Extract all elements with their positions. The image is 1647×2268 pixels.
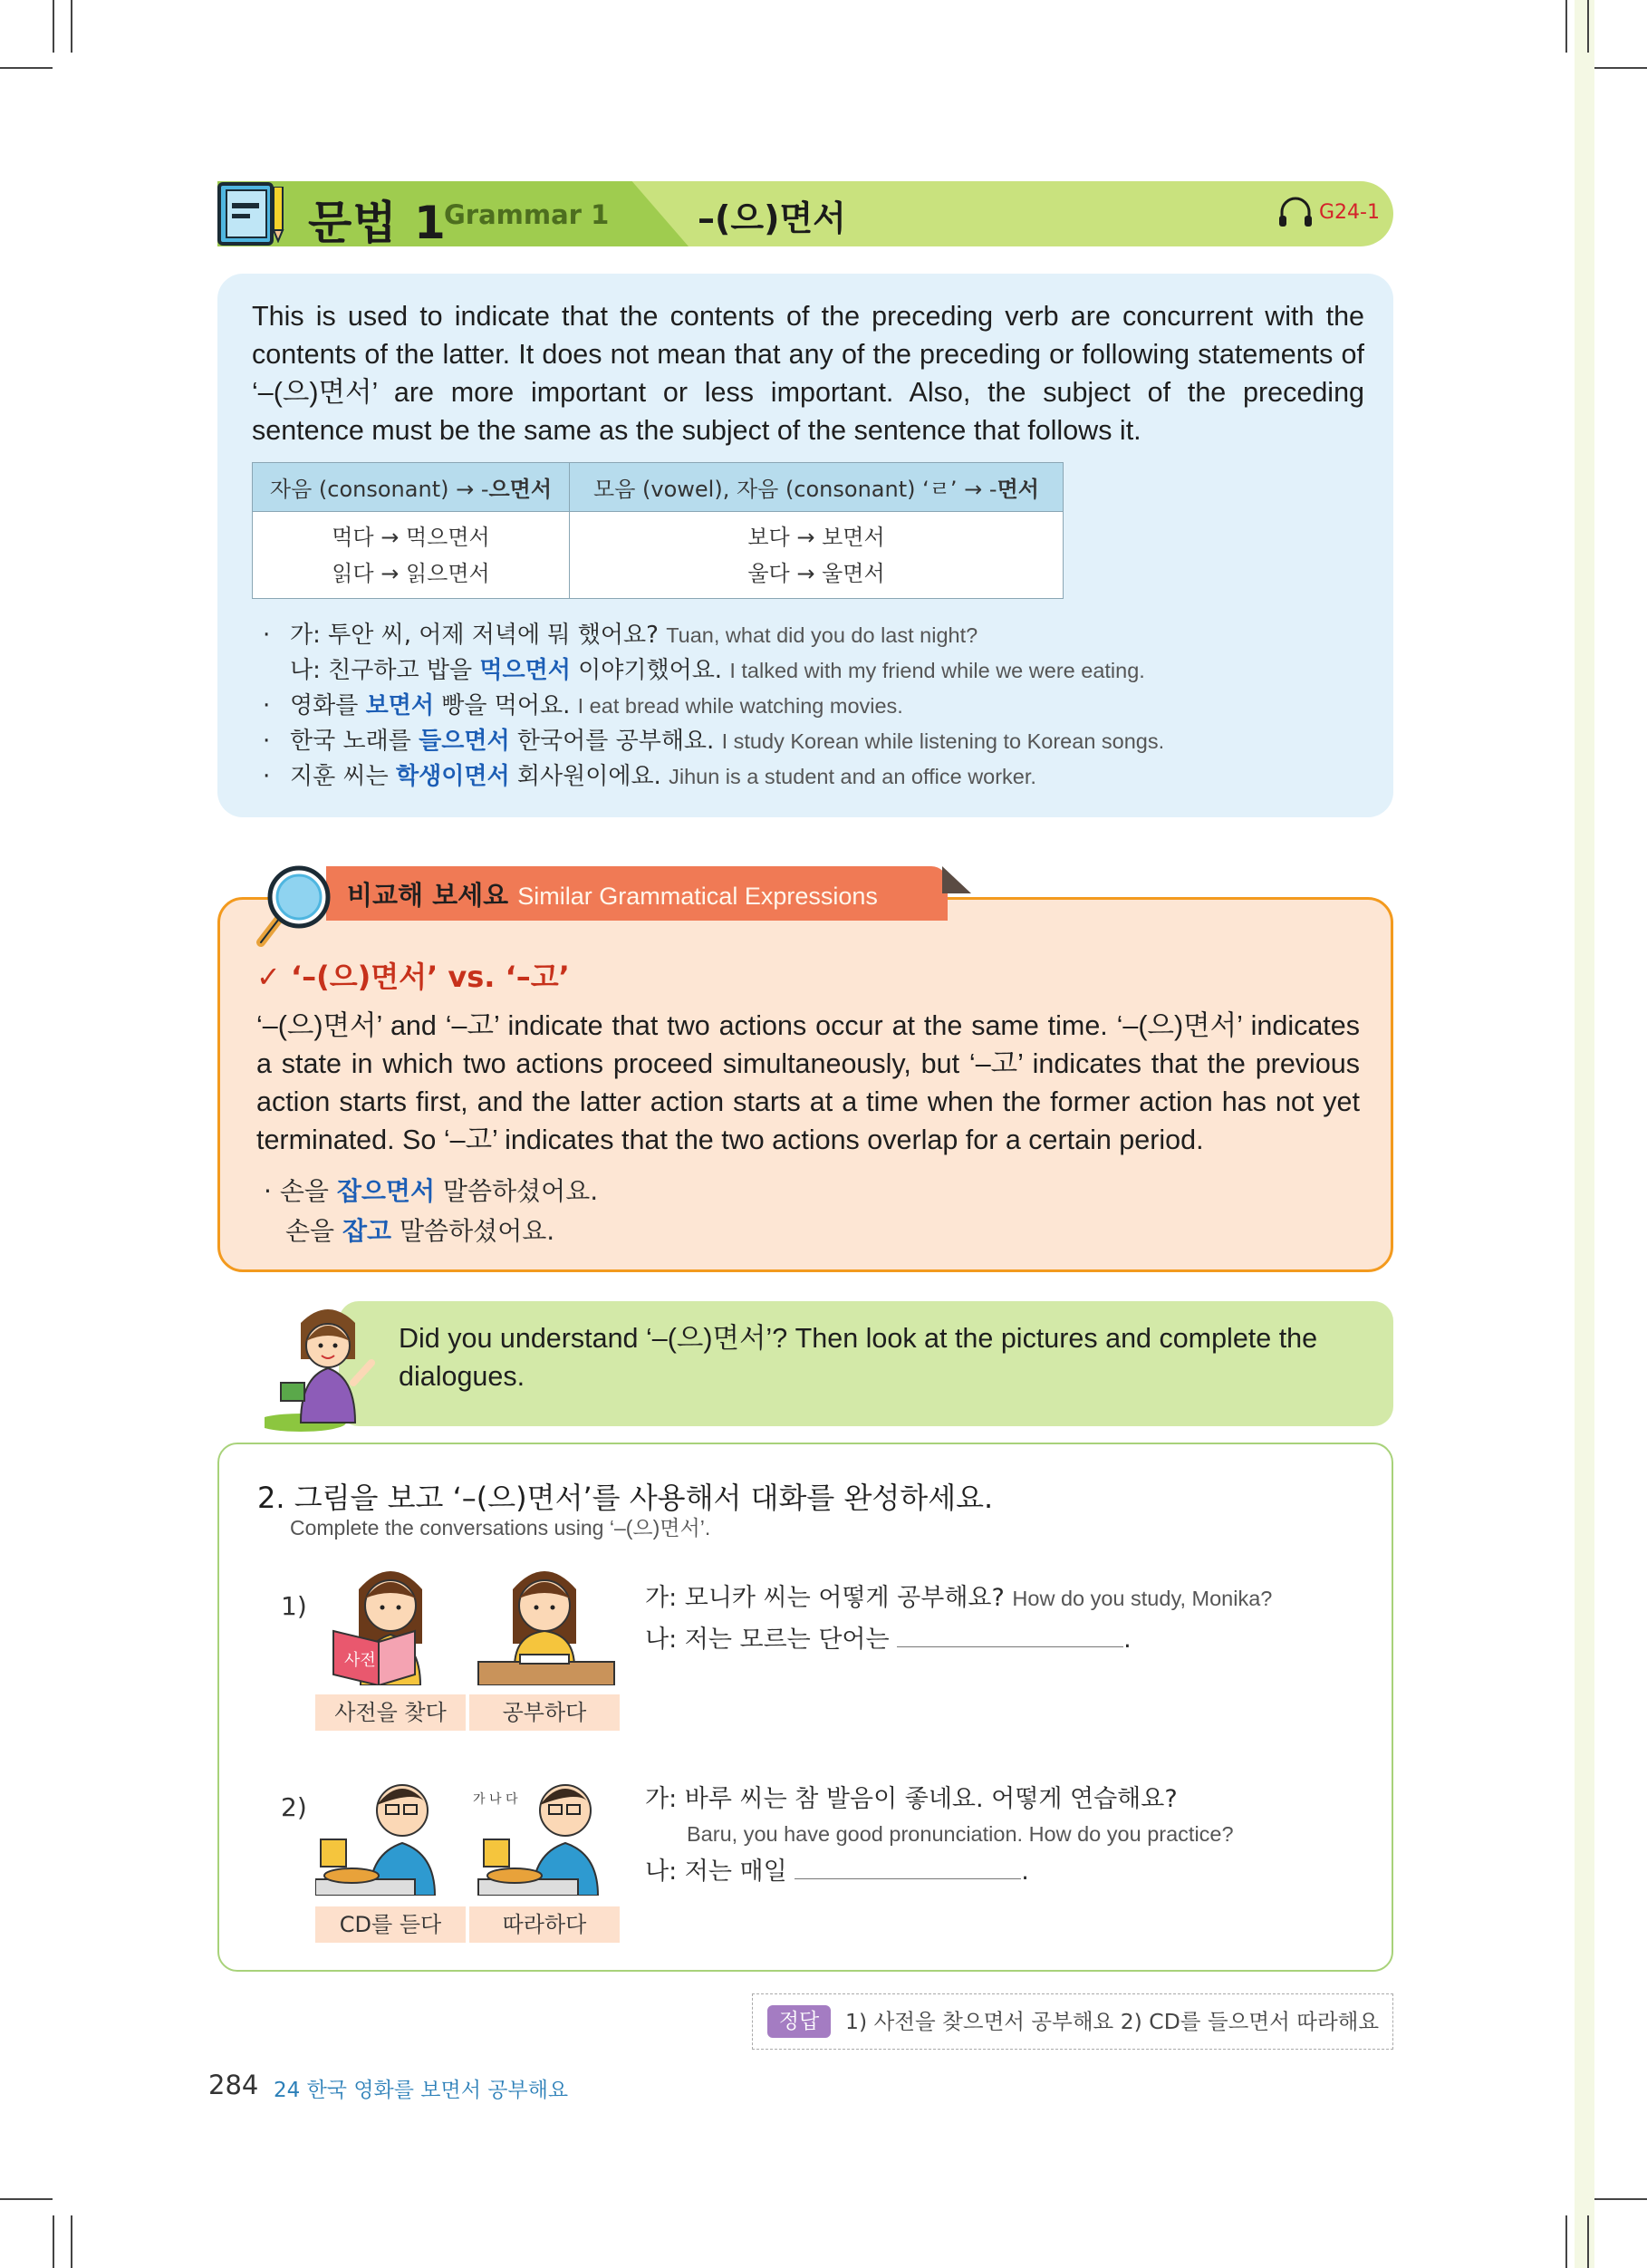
compare-heading: ✓ ‘–(으)면서’ vs. ‘–고’: [256, 960, 570, 994]
crop-mark: [1565, 0, 1567, 53]
question-ko: 가: 바루 씨는 참 발음이 좋네요. 어떻게 연습해요?: [645, 1785, 1178, 1813]
example-ko: 말씀하셨어요.: [435, 1176, 599, 1206]
question-ko: 가: 모니카 씨는 어떻게 공부해요?: [645, 1584, 1013, 1612]
example-ko: 지훈 씨는: [290, 763, 396, 790]
dialogue-question: [645, 1580, 1272, 1617]
compare-box: [217, 897, 1393, 1272]
example-highlight: 보면서: [365, 692, 434, 719]
explanation-text: This is used to indicate that the contents of the preceding verb are concurrent with the contents of the latter. It does not mean that any of the preceding or following statements of ‘–(으)면서’ are more important or less important. Also, the subject of the preceding sentence must be the same as the subject of the sentence that follows it.: [252, 301, 1364, 446]
crop-mark: [1594, 2198, 1647, 2200]
example-item: [263, 653, 1377, 689]
answer-ko: 나: 저는 매일: [645, 1858, 795, 1886]
conjugation-example: 보다 → 보면서: [747, 524, 885, 550]
conjugation-example: 울다 → 울면서: [747, 560, 885, 586]
compare-title-ko: 비교해 보세요: [347, 880, 509, 911]
example-highlight: 잡고: [342, 1216, 392, 1246]
crop-mark: [53, 0, 54, 53]
page-number: 284: [208, 2070, 259, 2100]
chapter-title: 24 한국 영화를 보면서 공부해요: [274, 2079, 569, 2102]
example-ko: 이야기했어요.: [570, 657, 730, 684]
example-highlight: 잡으면서: [336, 1176, 436, 1206]
pencil-icon: [272, 187, 284, 243]
picture-caption: 공부하다: [469, 1694, 620, 1731]
answer-label: 정답: [767, 2005, 831, 2038]
example-ko: 말씀하셨어요.: [391, 1216, 555, 1246]
dialogue-question-translation: [687, 1816, 1234, 1852]
answer-end: .: [1021, 1858, 1029, 1886]
answer-text: 1) 사전을 찾으면서 공부해요 2) CD를 들으면서 따라해요: [845, 2009, 1380, 2034]
crop-mark: [1594, 67, 1647, 69]
compare-title-en: Similar Grammatical Expressions: [517, 883, 878, 910]
example-ko: 한국어를 공부해요.: [509, 728, 722, 755]
example-item: · 지훈 씨는 학생이면서 회사원이에요. Jihun is a student and an office worker.: [263, 763, 1036, 790]
example-en: Jihun is a student and an office worker.: [669, 765, 1036, 788]
cd-listening-illustration: [315, 1763, 466, 1896]
dialogue-answer: [645, 1622, 1132, 1658]
table-cell-vowel: [570, 512, 1064, 599]
example-ko: 한국 노래를: [290, 728, 419, 755]
compare-example: [264, 1211, 598, 1251]
speech-text: 가 나 다: [473, 1792, 518, 1807]
example-item: · 가: 투안 씨, 어제 저녁에 뭐 했어요? Tuan, what did you do last night?: [263, 622, 978, 649]
dialogue-question: [645, 1781, 1178, 1818]
compare-text: ‘–(으)면서’ and ‘–고’ indicate that two actions occur at the same time. ‘–(으)면서’ indicates a state in which two actions proceed simultaneously, but ‘–고’ indicates that the previous action starts first, and the latter action starts at a time when the former action has not yet terminated. So ‘–고’ indicates that the two actions overlap for a certain period.: [256, 1010, 1360, 1155]
example-en: I eat bread while watching movies.: [577, 694, 903, 718]
compare-examples: [264, 1172, 598, 1251]
audio-track-code[interactable]: G24-1: [1319, 201, 1380, 224]
explanation-box: [217, 274, 1393, 817]
grammar-title: 문법 1: [308, 197, 447, 249]
example-item: · 영화를 보면서 빵을 먹어요. I eat bread while watching movies.: [263, 692, 903, 719]
conjugation-table: [252, 462, 1064, 599]
item-number: 2): [281, 1792, 307, 1822]
question-en: Baru, you have good pronunciation. How do you practice?: [687, 1822, 1234, 1846]
magnifier-icon: [254, 859, 341, 950]
grammar-subtitle: Grammar 1: [444, 199, 610, 230]
picture-caption: CD를 듣다: [315, 1906, 466, 1943]
table-cell-consonant: [253, 512, 570, 599]
side-strip: [1575, 0, 1594, 2268]
picture-caption: 사전을 찾다: [315, 1694, 466, 1731]
teacher-prompt: Did you understand ‘–(으)면서’? Then look at the pictures and complete the dialogues.: [399, 1323, 1318, 1392]
crop-mark: [71, 0, 72, 53]
question-en: How do you study, Monika?: [1012, 1587, 1273, 1610]
example-en: I talked with my friend while we were eating.: [729, 659, 1145, 682]
crop-mark: [0, 67, 53, 69]
crop-mark: [53, 2215, 54, 2268]
example-ko: 손을: [285, 1216, 342, 1246]
answer-blank[interactable]: [795, 1854, 1021, 1879]
header-text: 모음 (vowel), 자음 (consonant) ‘ㄹ’ → -: [593, 477, 997, 502]
table-header-vowel: [570, 463, 1064, 512]
header-text: 자음 (consonant) → -: [269, 477, 489, 502]
example-ko: 빵을 먹어요.: [433, 692, 578, 719]
table-header-consonant: [253, 463, 570, 512]
answer-blank[interactable]: [897, 1622, 1123, 1647]
example-ko: 나: 친구하고 밥을: [290, 657, 480, 684]
compare-tab-title: [347, 875, 878, 912]
conjugation-example: 읽다 → 읽으면서: [332, 560, 490, 586]
example-list: [263, 618, 1377, 795]
crop-mark: [1587, 2215, 1589, 2268]
conjugation-example: 먹다 → 먹으면서: [332, 524, 490, 550]
grammar-pattern: –(으)면서: [698, 198, 846, 238]
dictionary-illustration: [315, 1553, 466, 1685]
example-ko: 회사원이에요.: [509, 763, 669, 790]
teacher-bubble: [339, 1301, 1393, 1426]
crop-mark: [0, 2198, 53, 2200]
exercise-subtitle: Complete the conversations using ‘–(으)면서’.: [290, 1516, 711, 1539]
header-ending: 면서: [997, 477, 1039, 502]
example-ko: 가: 투안 씨, 어제 저녁에 뭐 했어요?: [290, 622, 667, 649]
exercise-title: 2. 그림을 보고 ‘–(으)면서’를 사용해서 대화를 완성하세요.: [257, 1481, 994, 1515]
answer-box: [752, 1993, 1393, 2050]
dialogue-answer: [645, 1854, 1029, 1890]
compare-tab-fold: [942, 866, 971, 893]
grammar-header: [217, 181, 1393, 249]
example-ko: 영화를: [290, 692, 366, 719]
answer-end: .: [1123, 1626, 1132, 1654]
answer-ko: 나: 저는 모르는 단어는: [645, 1626, 898, 1654]
example-en: Tuan, what did you do last night?: [666, 623, 978, 647]
header-ending: 으면서: [488, 477, 553, 502]
table-row: [253, 512, 1064, 599]
example-item: · 한국 노래를 들으면서 한국어를 공부해요. I study Korean while listening to Korean songs.: [263, 728, 1165, 755]
crop-mark: [71, 2215, 72, 2268]
exercise-box: [217, 1443, 1393, 1972]
headphone-icon[interactable]: [1277, 196, 1314, 228]
table-header-row: [253, 463, 1064, 512]
example-highlight: 들으면서: [419, 728, 510, 755]
repeating-illustration: [469, 1763, 620, 1896]
example-highlight: 먹으면서: [479, 657, 571, 684]
item-number: 1): [281, 1591, 307, 1621]
example-ko: 손을: [279, 1176, 337, 1206]
example-highlight: 학생이면서: [396, 763, 510, 790]
studying-illustration: [469, 1553, 620, 1685]
compare-heading-text: ‘–(으)면서’ vs. ‘–고’: [290, 960, 570, 994]
crop-mark: [1565, 2215, 1567, 2268]
teacher-illustration: [265, 1296, 382, 1432]
book-label: 사전: [344, 1651, 376, 1670]
compare-example: · 손을 잡으면서 말씀하셨어요.: [264, 1176, 599, 1206]
crop-mark: [1587, 0, 1589, 53]
picture-caption: 따라하다: [469, 1906, 620, 1943]
example-en: I study Korean while listening to Korean songs.: [721, 729, 1165, 753]
